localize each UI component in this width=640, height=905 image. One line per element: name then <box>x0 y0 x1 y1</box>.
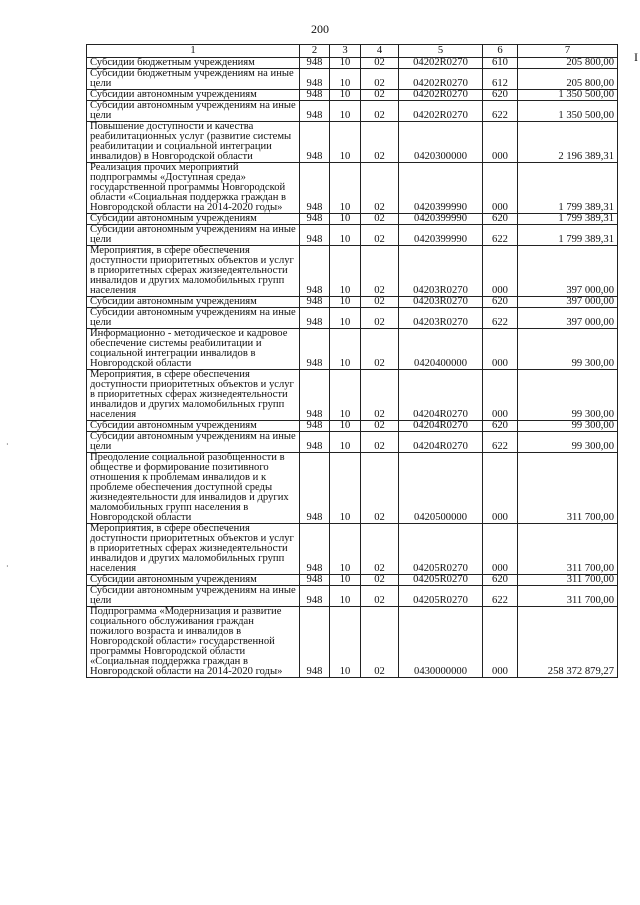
row-value-cell: 10 <box>330 432 361 453</box>
row-value-cell: 311 700,00 <box>518 524 618 575</box>
row-value-cell: 0420400000 <box>399 329 483 370</box>
row-value-cell: 622 <box>483 432 518 453</box>
table-row <box>87 58 618 69</box>
row-value-cell: 948 <box>300 69 330 90</box>
row-value-cell: 620 <box>483 90 518 101</box>
row-value-cell: 02 <box>361 58 399 69</box>
header-row <box>87 45 618 58</box>
row-value-cell: 311 700,00 <box>518 575 618 586</box>
row-value-cell: 1 350 500,00 <box>518 101 618 122</box>
row-value-cell: 02 <box>361 308 399 329</box>
row-value-cell: 1 799 389,31 <box>518 225 618 246</box>
row-value-cell: 10 <box>330 225 361 246</box>
row-value-cell: 02 <box>361 163 399 214</box>
row-value-cell: 02 <box>361 225 399 246</box>
table-row <box>87 225 618 246</box>
row-value-cell: 1 799 389,31 <box>518 214 618 225</box>
row-value-cell: 0420399990 <box>399 163 483 214</box>
row-value-cell: 99 300,00 <box>518 370 618 421</box>
col-header: 5 <box>399 45 483 58</box>
col-header: 4 <box>361 45 399 58</box>
row-value-cell: 10 <box>330 58 361 69</box>
row-value-cell: 000 <box>483 607 518 678</box>
row-value-cell: 10 <box>330 329 361 370</box>
row-value-cell: 10 <box>330 308 361 329</box>
table-row <box>87 90 618 101</box>
row-value-cell: 948 <box>300 246 330 297</box>
row-value-cell: 0420500000 <box>399 453 483 524</box>
col-header: 7 <box>518 45 618 58</box>
row-value-cell: 620 <box>483 421 518 432</box>
row-value-cell: 948 <box>300 453 330 524</box>
row-value-cell: 622 <box>483 225 518 246</box>
row-value-cell: 10 <box>330 101 361 122</box>
row-name-cell: Субсидии автономным учреждениям <box>87 214 300 225</box>
row-value-cell: 99 300,00 <box>518 432 618 453</box>
row-name-cell: Субсидии бюджетным учреждениям на иные цели <box>87 69 300 90</box>
row-value-cell: 02 <box>361 101 399 122</box>
margin-mark: I <box>634 50 638 64</box>
row-value-cell: 10 <box>330 163 361 214</box>
row-value-cell: 612 <box>483 69 518 90</box>
row-value-cell: 205 800,00 <box>518 69 618 90</box>
row-value-cell: 10 <box>330 246 361 297</box>
row-value-cell: 397 000,00 <box>518 308 618 329</box>
row-value-cell: 10 <box>330 575 361 586</box>
row-value-cell: 02 <box>361 524 399 575</box>
row-value-cell: 02 <box>361 370 399 421</box>
table-row <box>87 122 618 163</box>
row-value-cell: 622 <box>483 308 518 329</box>
table-row <box>87 308 618 329</box>
table-row <box>87 69 618 90</box>
row-value-cell: 948 <box>300 432 330 453</box>
row-value-cell: 99 300,00 <box>518 329 618 370</box>
row-value-cell: 02 <box>361 432 399 453</box>
row-value-cell: 10 <box>330 421 361 432</box>
row-value-cell: 948 <box>300 329 330 370</box>
row-value-cell: 02 <box>361 214 399 225</box>
row-value-cell: 04205R0270 <box>399 524 483 575</box>
row-value-cell: 948 <box>300 122 330 163</box>
margin-dot: · <box>6 562 9 571</box>
row-value-cell: 04205R0270 <box>399 586 483 607</box>
row-value-cell: 02 <box>361 246 399 297</box>
row-value-cell: 02 <box>361 69 399 90</box>
row-value-cell: 610 <box>483 58 518 69</box>
row-value-cell: 02 <box>361 90 399 101</box>
row-value-cell: 0420399990 <box>399 225 483 246</box>
row-value-cell: 04204R0270 <box>399 432 483 453</box>
row-value-cell: 000 <box>483 246 518 297</box>
col-header: 6 <box>483 45 518 58</box>
row-value-cell: 622 <box>483 101 518 122</box>
table-row <box>87 432 618 453</box>
row-name-cell: Повышение доступности и качества реабилитационных услуг (развитие системы реабилитации и социальной интеграции инвалидов) в Новгородской области <box>87 122 300 163</box>
row-value-cell: 02 <box>361 453 399 524</box>
row-value-cell: 620 <box>483 297 518 308</box>
row-value-cell: 948 <box>300 297 330 308</box>
row-value-cell: 04202R0270 <box>399 69 483 90</box>
table-row <box>87 246 618 297</box>
row-name-cell: Субсидии автономным учреждениям на иные цели <box>87 308 300 329</box>
row-value-cell: 02 <box>361 122 399 163</box>
row-name-cell: Субсидии автономным учреждениям на иные цели <box>87 225 300 246</box>
row-value-cell: 948 <box>300 308 330 329</box>
row-value-cell: 02 <box>361 329 399 370</box>
row-name-cell: Мероприятия, в сфере обеспечения доступности приоритетных объектов и услуг в приоритетных сферах жизнедеятельности инвалидов и других маломобильных групп населения <box>87 370 300 421</box>
row-value-cell: 205 800,00 <box>518 58 618 69</box>
table-row <box>87 297 618 308</box>
row-value-cell: 02 <box>361 607 399 678</box>
row-value-cell: 000 <box>483 163 518 214</box>
row-value-cell: 622 <box>483 586 518 607</box>
row-name-cell: Субсидии автономным учреждениям на иные цели <box>87 432 300 453</box>
row-value-cell: 948 <box>300 607 330 678</box>
row-value-cell: 99 300,00 <box>518 421 618 432</box>
row-value-cell: 02 <box>361 421 399 432</box>
table-row <box>87 524 618 575</box>
row-value-cell: 10 <box>330 69 361 90</box>
row-name-cell: Субсидии автономным учреждениям <box>87 90 300 101</box>
row-name-cell: Субсидии автономным учреждениям на иные цели <box>87 586 300 607</box>
row-name-cell: Подпрограмма «Модернизация и развитие социального обслуживания граждан пожилого возраста и инвалидов в Новгородской области» государственной программы Новгородской области «Социальная поддержка граждан в Новгородской области на 2014-2020 годы» <box>87 607 300 678</box>
row-value-cell: 948 <box>300 101 330 122</box>
row-value-cell: 04202R0270 <box>399 90 483 101</box>
row-value-cell: 397 000,00 <box>518 297 618 308</box>
row-value-cell: 948 <box>300 575 330 586</box>
row-value-cell: 948 <box>300 524 330 575</box>
row-name-cell: Субсидии автономным учреждениям на иные цели <box>87 101 300 122</box>
row-value-cell: 02 <box>361 586 399 607</box>
row-value-cell: 000 <box>483 329 518 370</box>
row-value-cell: 10 <box>330 122 361 163</box>
row-value-cell: 04204R0270 <box>399 370 483 421</box>
row-value-cell: 10 <box>330 524 361 575</box>
row-name-cell: Субсидии автономным учреждениям <box>87 297 300 308</box>
row-value-cell: 10 <box>330 586 361 607</box>
table-row <box>87 607 618 678</box>
page-number: 200 <box>311 22 329 36</box>
table-row <box>87 575 618 586</box>
row-value-cell: 10 <box>330 214 361 225</box>
row-value-cell: 02 <box>361 297 399 308</box>
row-value-cell: 04202R0270 <box>399 58 483 69</box>
row-value-cell: 258 372 879,27 <box>518 607 618 678</box>
table-row <box>87 370 618 421</box>
row-value-cell: 04205R0270 <box>399 575 483 586</box>
row-value-cell: 0420300000 <box>399 122 483 163</box>
row-value-cell: 2 196 389,31 <box>518 122 618 163</box>
row-value-cell: 948 <box>300 370 330 421</box>
row-value-cell: 620 <box>483 575 518 586</box>
row-value-cell: 000 <box>483 524 518 575</box>
row-value-cell: 311 700,00 <box>518 586 618 607</box>
row-value-cell: 000 <box>483 122 518 163</box>
row-value-cell: 948 <box>300 421 330 432</box>
row-name-cell: Информационно - методическое и кадровое обеспечение системы реабилитации и социальной интеграции инвалидов в Новгородской области <box>87 329 300 370</box>
table-row <box>87 329 618 370</box>
row-value-cell: 04203R0270 <box>399 308 483 329</box>
col-header: 2 <box>300 45 330 58</box>
col-header: 1 <box>87 45 300 58</box>
row-value-cell: 397 000,00 <box>518 246 618 297</box>
budget-table <box>86 44 618 678</box>
col-header: 3 <box>330 45 361 58</box>
row-value-cell: 1 799 389,31 <box>518 163 618 214</box>
table-row <box>87 163 618 214</box>
row-name-cell: Мероприятия, в сфере обеспечения доступности приоритетных объектов и услуг в приоритетных сферах жизнедеятельности инвалидов и других маломобильных групп населения <box>87 246 300 297</box>
row-name-cell: Субсидии автономным учреждениям <box>87 421 300 432</box>
row-value-cell: 620 <box>483 214 518 225</box>
row-value-cell: 10 <box>330 297 361 308</box>
row-value-cell: 04204R0270 <box>399 421 483 432</box>
row-value-cell: 948 <box>300 90 330 101</box>
row-name-cell: Мероприятия, в сфере обеспечения доступности приоритетных объектов и услуг в приоритетных сферах жизнедеятельности инвалидов и других маломобильных групп населения <box>87 524 300 575</box>
row-name-cell: Субсидии автономным учреждениям <box>87 575 300 586</box>
row-value-cell: 0420399990 <box>399 214 483 225</box>
row-value-cell: 04202R0270 <box>399 101 483 122</box>
row-value-cell: 10 <box>330 90 361 101</box>
row-value-cell: 02 <box>361 575 399 586</box>
row-value-cell: 948 <box>300 163 330 214</box>
row-value-cell: 000 <box>483 453 518 524</box>
row-name-cell: Субсидии бюджетным учреждениям <box>87 58 300 69</box>
table-row <box>87 453 618 524</box>
row-value-cell: 948 <box>300 58 330 69</box>
row-value-cell: 1 350 500,00 <box>518 90 618 101</box>
row-name-cell: Преодоление социальной разобщенности в обществе и формирование позитивного отношения к проблемам инвалидов и к проблеме обеспечения доступной среды жизнедеятельности для инвалидов и других маломобильных групп населения в Новгородской области <box>87 453 300 524</box>
row-value-cell: 10 <box>330 607 361 678</box>
row-value-cell: 948 <box>300 586 330 607</box>
row-value-cell: 10 <box>330 453 361 524</box>
margin-dot: · <box>6 440 9 449</box>
row-value-cell: 04203R0270 <box>399 297 483 308</box>
row-value-cell: 000 <box>483 370 518 421</box>
row-value-cell: 948 <box>300 225 330 246</box>
row-value-cell: 10 <box>330 370 361 421</box>
table-row <box>87 101 618 122</box>
row-value-cell: 0430000000 <box>399 607 483 678</box>
row-value-cell: 311 700,00 <box>518 453 618 524</box>
table-row <box>87 421 618 432</box>
table-row <box>87 214 618 225</box>
row-value-cell: 04203R0270 <box>399 246 483 297</box>
table-row <box>87 586 618 607</box>
row-name-cell: Реализация прочих мероприятий подпрограммы «Доступная среда» государственной программы Новгородской области «Социальная поддержка граждан в Новгородской области на 2014-2020 годы» <box>87 163 300 214</box>
row-value-cell: 948 <box>300 214 330 225</box>
